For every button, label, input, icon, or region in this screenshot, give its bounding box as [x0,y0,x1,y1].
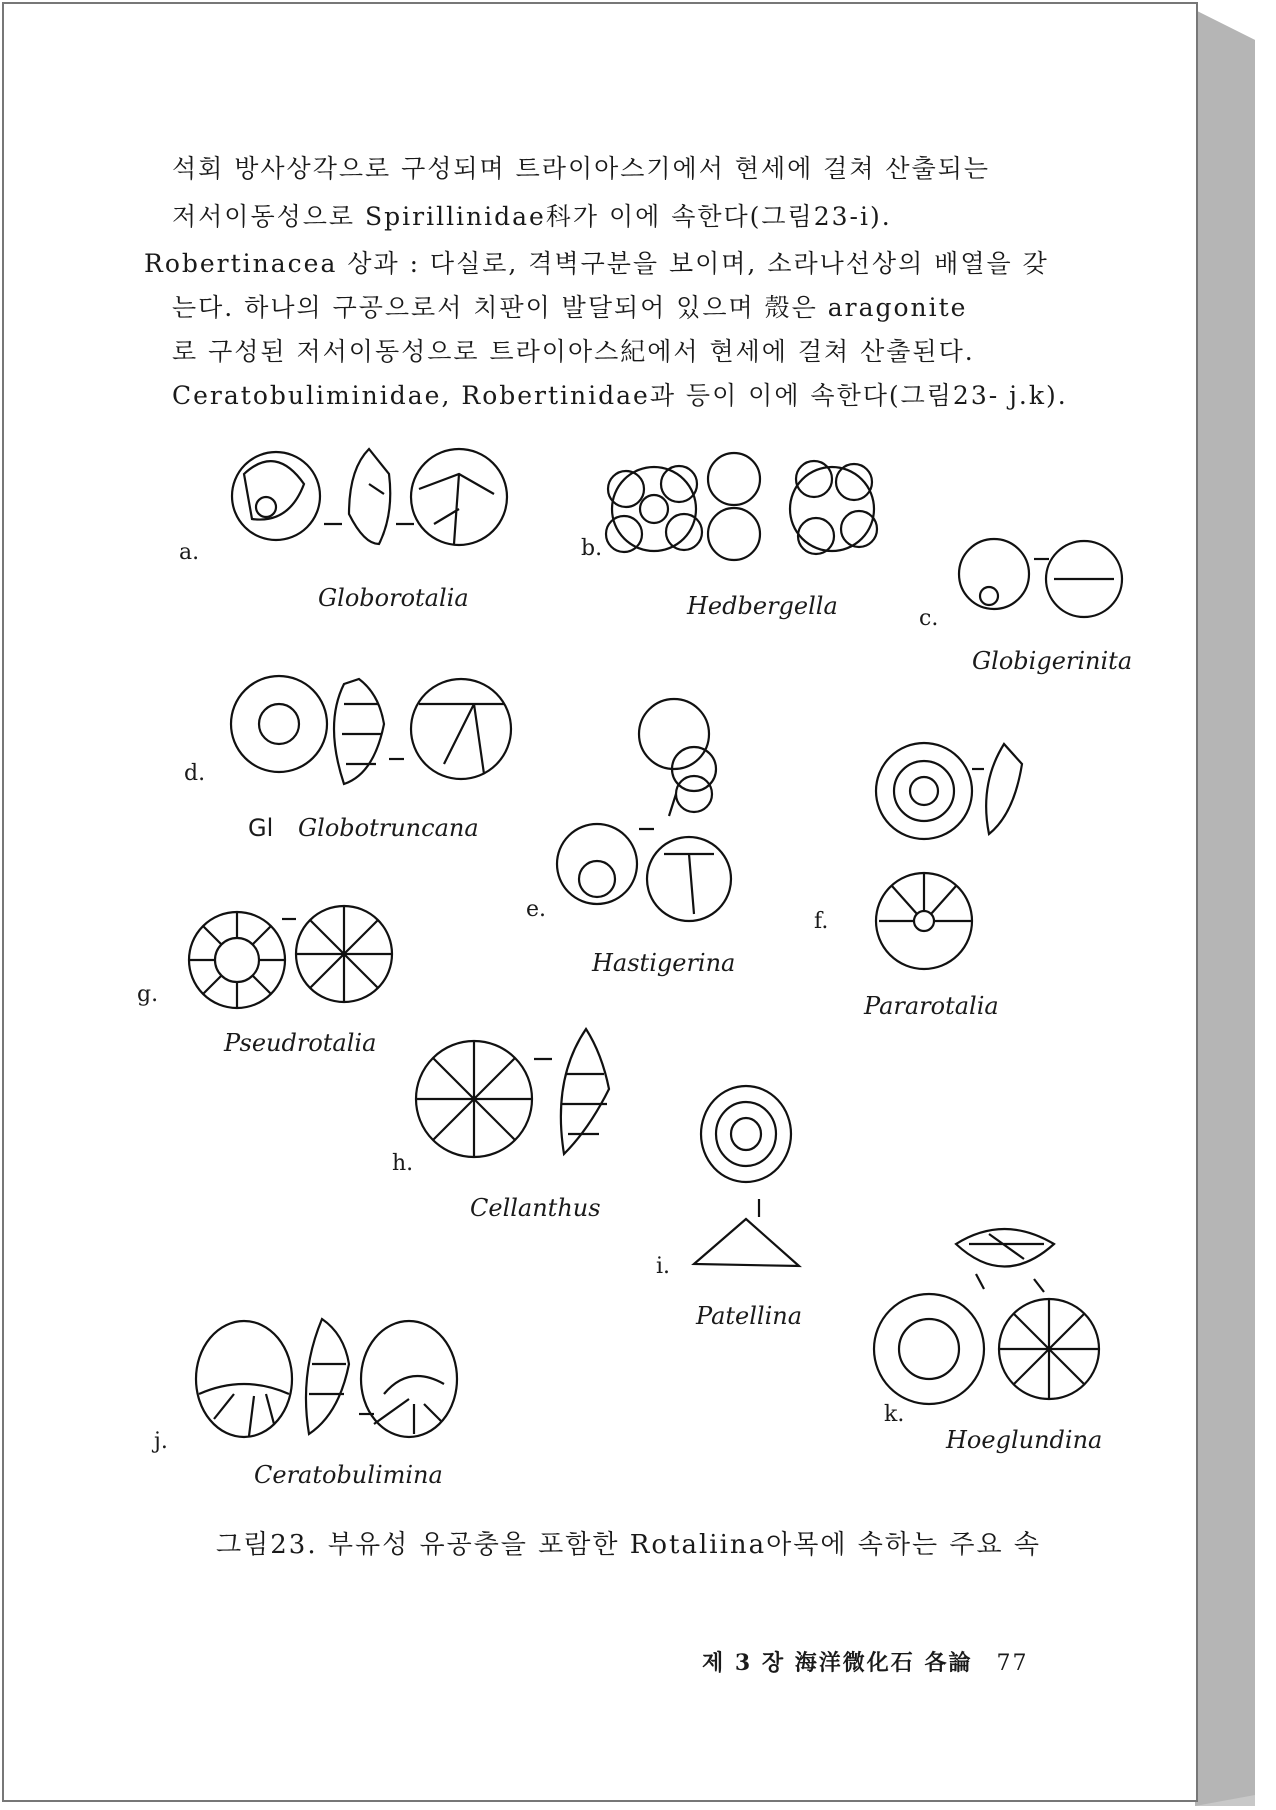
chapter-title: 제 3 장 海洋微化石 各論 [702,1650,973,1676]
book-edge-shadow [1195,0,1276,1806]
genus-ceratobulimina: Ceratobulimina [254,1461,443,1489]
genus-pseudrotalia: Pseudrotalia [224,1029,377,1057]
ceratobulimina-drawing [196,1319,457,1437]
globorotalia-drawing [232,449,507,545]
page-number: 77 [996,1651,1029,1676]
figure-label-i: i. [656,1254,671,1279]
genus-hastigerina: Hastigerina [592,949,736,977]
pseudrotalia-drawing [189,906,392,1008]
genus-hedbergella: Hedbergella [687,592,838,620]
hastigerina-drawing [557,699,731,921]
figure-label-d: d. [184,761,206,786]
genus-globorotalia: Globorotalia [318,584,469,612]
genus-cellanthus: Cellanthus [470,1194,601,1222]
figure-label-f: f. [814,909,829,934]
genus-globotruncana: Globotruncana [298,814,479,842]
figure-label-j: j. [154,1429,168,1454]
figure-label-a: a. [179,540,200,565]
hoeglundina-drawing [874,1229,1099,1404]
figure-label-c: c. [919,606,939,631]
pararotalia-drawing [876,743,1022,969]
figure-label-k: k. [884,1402,905,1427]
figure-label-b: b. [581,536,603,561]
figure-label-e: e. [526,897,547,922]
figure-label-g: g. [137,982,159,1007]
patellina-drawing [694,1086,799,1266]
body-line-5: 로 구성된 저서이동성으로 트라이아스紀에서 현세에 걸쳐 산출된다. [172,337,975,366]
body-line-6: Ceratobuliminidae, Robertinidae과 등이 이에 속한다(그림23- j.k). [172,381,1068,410]
figure-label-h: h. [392,1151,414,1176]
body-line-1: 석회 방사상각으로 구성되며 트라이아스기에서 현세에 걸쳐 산출되는 [172,154,991,183]
genus-pararotalia: Pararotalia [864,992,999,1020]
cellanthus-drawing [416,1029,609,1157]
figure-caption: 그림23. 부유성 유공충을 포함한 Rotaliina아목에 속하는 주요 속 [216,1530,1042,1560]
body-line-4: 는다. 하나의 구공으로서 치판이 발달되어 있으며 殼은 aragonite [172,293,968,322]
handwritten-mark: Gl [248,814,274,842]
genus-hoeglundina: Hoeglundina [946,1426,1103,1454]
page-footer [702,1646,1028,1677]
hedbergella-drawing [606,453,877,560]
genus-globigerinita: Globigerinita [972,647,1133,675]
book-page [2,2,1198,1802]
genus-patellina: Patellina [696,1302,803,1330]
globigerinita-drawing [959,539,1122,617]
body-line-3: Robertinacea 상과 : 다실로, 격벽구분을 보이며, 소라나선상의 배열을 갖 [144,249,1049,278]
body-line-2: 저서이동성으로 Spirillinidae科가 이에 속한다(그림23-i). [172,202,892,231]
globotruncana-drawing [231,676,511,784]
